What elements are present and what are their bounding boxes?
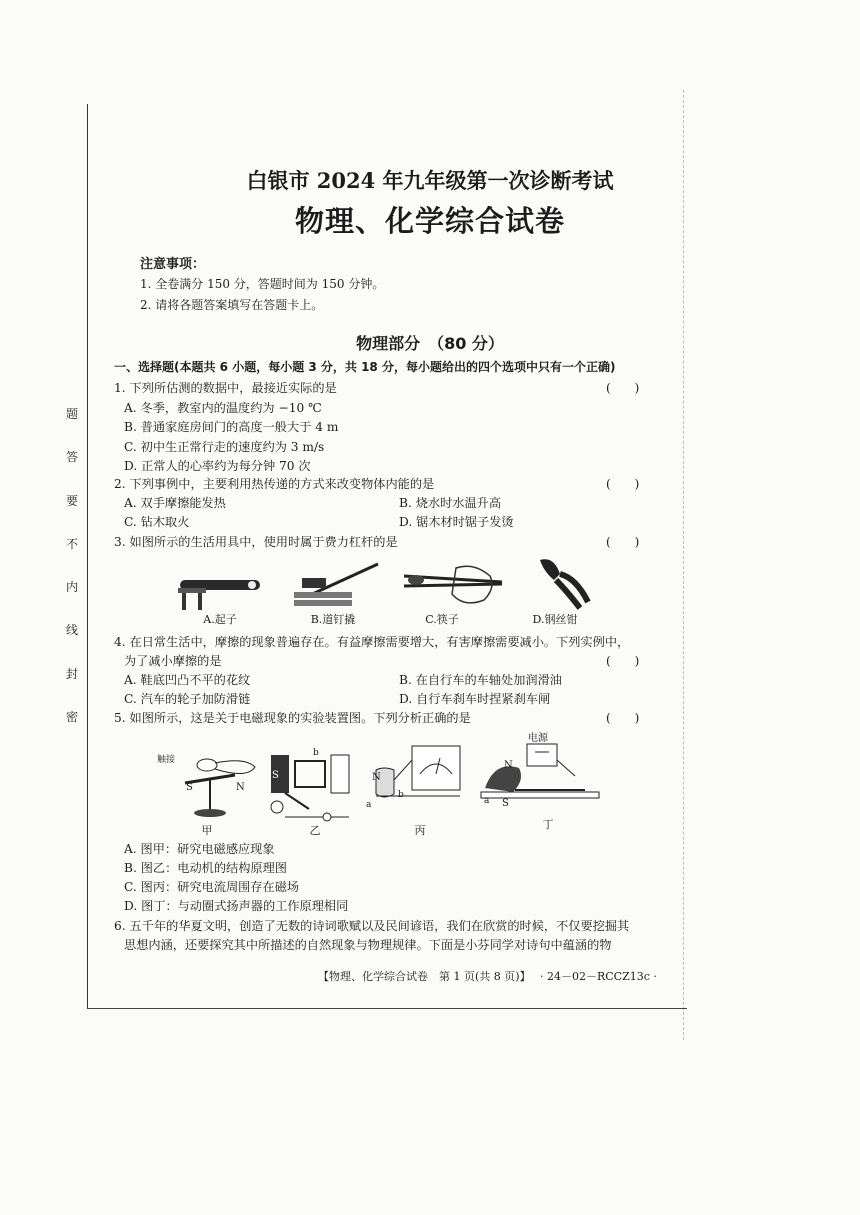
- north-pole-label: N: [504, 760, 513, 771]
- seal-char: 不: [65, 536, 78, 551]
- notice-heading: 注意事项：: [140, 257, 206, 272]
- figure-label-bing: 丙: [414, 824, 426, 837]
- q5-option-d: D. 图丁：与动圈式扬声器的工作原理相同: [124, 899, 349, 913]
- seal-char: 密: [65, 709, 78, 724]
- question-2-stem: 2. 下列事例中，主要利用热传递的方式来改变物体内能的是: [114, 477, 435, 491]
- q1-option-c: C. 初中生正常行走的速度约为 3 m/s: [124, 440, 325, 454]
- label-b: b: [398, 790, 404, 800]
- seal-char: 线: [65, 623, 78, 638]
- answer-bracket: ( ): [606, 654, 640, 668]
- seal-char: 题: [65, 407, 78, 421]
- nail-puller-figure: [290, 556, 386, 612]
- chopsticks-figure: [398, 560, 508, 608]
- q2-option-d: D. 锯木材时锯子发烫: [399, 515, 514, 529]
- exam-title: 白银市 2024 年九年级第一次诊断考试: [246, 168, 614, 193]
- figure-label-ding: 丁: [542, 818, 554, 831]
- q4-option-d: D. 自行车刹车时捏紧刹车闸: [399, 692, 551, 706]
- answer-bracket: ( ): [606, 711, 640, 725]
- answer-bracket: ( ): [606, 535, 640, 549]
- page-footer: 【物理、化学综合试卷 第 1 页(共 8 页)】: [318, 970, 531, 983]
- figure-label-b: B.道钉撬: [310, 613, 356, 626]
- figure-label-yi: 乙: [309, 824, 321, 837]
- question-4-stem: 4. 在日常生活中，摩擦的现象普遍存在。有益摩擦需要增大，有害摩擦需要减小。下列实例中，: [114, 635, 630, 649]
- touch-label: 触接: [157, 755, 176, 765]
- q2-option-a: A. 双手摩擦能发热: [124, 496, 226, 510]
- label-a: a: [484, 796, 490, 806]
- south-pole-label: S: [186, 782, 193, 793]
- q1-option-d: D. 正常人的心率约为每分钟 70 次: [124, 459, 311, 473]
- q1-option-b: B. 普通家庭房间门的高度一般大于 4 m: [124, 420, 339, 434]
- q5-option-c: C. 图丙：研究电流周围存在磁场: [124, 880, 300, 894]
- question-3-stem: 3. 如图所示的生活用具中，使用时属于费力杠杆的是: [114, 535, 398, 549]
- galvanometer-figure-bing: [372, 740, 468, 826]
- label-a: a: [366, 800, 372, 810]
- south-pole-label: S: [272, 770, 279, 781]
- q2-option-b: B. 烧水时水温升高: [399, 496, 502, 510]
- q4-option-a: A. 鞋底凹凸不平的花纹: [124, 673, 251, 687]
- q4-option-c: C. 汽车的轮子加防滑链: [124, 692, 251, 706]
- part-heading: 一、选择题(本题共 6 小题，每小题 3 分，共 18 分，每小题给出的四个选项中只有一个正确): [114, 360, 616, 374]
- question-6-stem: 6. 五千年的华夏文明，创造了无数的诗词歌赋以及民间谚语，我们在欣赏的时候，不仅要挖掘其: [114, 919, 630, 933]
- question-1-stem: 1. 下列所估测的数据中，最接近实际的是: [114, 381, 337, 395]
- power-source-label: 电源: [528, 733, 548, 744]
- q1-option-a: A. 冬季，教室内的温度约为 −10 ℃: [124, 401, 322, 415]
- north-pole-label: N: [372, 772, 381, 783]
- seal-char: 要: [65, 493, 78, 508]
- q4-option-b: B. 在自行车的车轴处加润滑油: [399, 673, 562, 687]
- north-pole-label: N: [236, 782, 245, 793]
- figure-label-a: A.起子: [203, 613, 237, 626]
- answer-bracket: ( ): [606, 381, 640, 395]
- notice-item: 1. 全卷满分 150 分，答题时间为 150 分钟。: [140, 277, 385, 291]
- q2-option-c: C. 钻木取火: [124, 515, 190, 529]
- question-4-stem-continued: 为了减小摩擦的是: [124, 654, 222, 668]
- figure-label-jia: 甲: [201, 824, 213, 837]
- seal-char: 封: [65, 666, 78, 681]
- q5-option-b: B. 图乙：电动机的结构原理图: [124, 861, 287, 875]
- section-title: 物理部分 （80 分）: [356, 334, 504, 353]
- exam-subtitle: 物理、化学综合试卷: [294, 204, 565, 238]
- paper-code: · 24－02－RCCZ13c ·: [540, 970, 657, 983]
- south-pole-label: S: [502, 798, 509, 809]
- q5-option-a: A. 图甲：研究电磁感应现象: [124, 842, 275, 856]
- figure-label-c: C.筷子: [425, 613, 459, 626]
- label-b: b: [313, 748, 319, 758]
- question-6-stem-continued: 思想内涵，还要探究其中所描述的自然现象与物理规律。下面是小芬同学对诗句中蕴涵的物: [124, 938, 612, 952]
- answer-bracket: ( ): [606, 477, 640, 491]
- page-bottom-rule: [87, 1008, 687, 1009]
- wire-pliers-figure: [530, 552, 594, 612]
- seal-char: 答: [65, 450, 78, 465]
- seal-line-column: [62, 405, 82, 725]
- bottle-opener-figure: [168, 560, 268, 612]
- notice-item: 2. 请将各题答案填写在答题卡上。: [140, 298, 324, 312]
- question-5-stem: 5. 如图所示，这是关于电磁现象的实验装置图。下列分析正确的是: [114, 711, 471, 725]
- figure-label-d: D.钢丝钳: [532, 613, 578, 626]
- seal-char: 内: [65, 580, 78, 595]
